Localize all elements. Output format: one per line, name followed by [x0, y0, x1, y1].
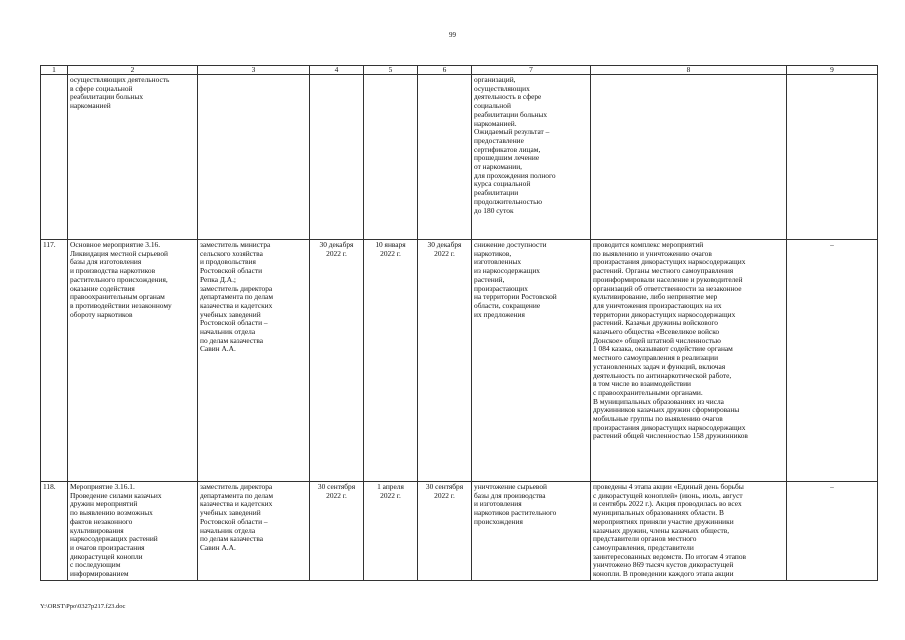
planned-date [310, 75, 364, 240]
table-row [41, 482, 878, 581]
event-name: осуществляющих деятельность в сфере социальной реабилитации больных наркоманией [68, 75, 198, 240]
row-number: 118. [41, 482, 68, 581]
header-cell: 8 [591, 66, 787, 75]
header-cell: 5 [364, 66, 418, 75]
header-cell: 2 [68, 66, 198, 75]
implementation-status: проведены 4 этапа акции «Единый день борьбы с дикорастущей коноплей» (июнь, июль, август и сентябрь 2022 г.). Акция проводилась во всех муниципальных образованиях области. В мероприятиях приняли участие дружинники казачьих дружин, члены казачьих обществ, представители органов местного самоуправления, представители заинтересованных ведомств. По итогам 4 этапов уничтожено 869 тысяч кустов дикорастущей конопли. В проведении каждого этапа акции [591, 482, 787, 581]
row-number: 117. [41, 240, 68, 482]
end-date: 30 декабря 2022 г. [418, 240, 472, 482]
notes: – [787, 482, 878, 581]
header-cell: 4 [310, 66, 364, 75]
responsible-person: заместитель директора департамента по делам казачества и кадетских учебных заведений Ростовской области – начальник отдела по делам казачества Савин А.А. [198, 482, 310, 581]
header-cell: 7 [472, 66, 591, 75]
expected-result: организаций, осуществляющих деятельность в сфере социальной реабилитации больных наркоманией. Ожидаемый результат – предоставление сертификатов лицам, прошедшим лечение от наркомании, для прохождения полного курса социальной реабилитации продолжительностью до 180 суток [472, 75, 591, 240]
end-date [418, 75, 472, 240]
implementation-status [591, 75, 787, 240]
header-cell: 3 [198, 66, 310, 75]
row-number [41, 75, 68, 240]
responsible-person: заместитель министра сельского хозяйства и продовольствия Ростовской области Репка Д.А.; заместитель директора департамента по делам казачества и кадетских учебных заведений Ростовской области – начальник отдела по делам казачества Савин А.А. [198, 240, 310, 482]
event-name: Мероприятие 3.16.1. Проведение силами казачьих дружин мероприятий по выявлению возможных фактов незаконного культивирования наркосодержащих растений и очагов произрастания дикорастущей конопли с последующим информированием [68, 482, 198, 581]
header-cell: 9 [787, 66, 878, 75]
table-row [41, 75, 878, 240]
report-table [40, 65, 878, 581]
header-cell: 1 [41, 66, 68, 75]
start-date [364, 75, 418, 240]
start-date: 1 апреля 2022 г. [364, 482, 418, 581]
end-date: 30 сентября 2022 г. [418, 482, 472, 581]
expected-result: уничтожение сырьевой базы для производства и изготовления наркотиков растительного происхождения [472, 482, 591, 581]
implementation-status: проводится комплекс мероприятий по выявлению и уничтожению очагов произрастания дикорастущих наркосодержащих растений. Органы местного самоуправления проинформировали население и руководителей организаций об ответственности за незаконное культивирование, либо непринятие мер для уничтожения произрастающих на их территории дикорастущих наркосодержащих растений. Казачьи дружины войскового казачьего общества «Всевеликое войско Донское» общей штатной численностью 1 084 казака, оказывают содействие органам местного самоуправления в реализации установленных задач и функций, включая деятельность по антинаркотической работе, в том числе во взаимодействии с правоохранительными органами. В муниципальных образованиях из числа дружинников казачьих дружин сформированы мобильные группы по выявлению очагов произрастания дикорастущих наркосодержащих растений общей численностью 158 дружинников [591, 240, 787, 482]
footer-file-path: Y:\ORST\Ppo\0327p217.f23.doc [40, 603, 126, 610]
header-cell: 6 [418, 66, 472, 75]
table-header-row [41, 66, 878, 75]
planned-date: 30 сентября 2022 г. [310, 482, 364, 581]
event-name: Основное мероприятие 3.16. Ликвидация местной сырьевой базы для изготовления и производства наркотиков растительного происхождения, оказание содействия правоохранительным органам в противодействии незаконному обороту наркотиков [68, 240, 198, 482]
responsible-person [198, 75, 310, 240]
page-number: 99 [449, 31, 456, 39]
notes [787, 75, 878, 240]
expected-result: снижение доступности наркотиков, изготовленных из наркосодержащих растений, произрастающих на территории Ростовской области, сокращение их предложения [472, 240, 591, 482]
planned-date: 30 декабря 2022 г. [310, 240, 364, 482]
notes: – [787, 240, 878, 482]
start-date: 10 января 2022 г. [364, 240, 418, 482]
table-row [41, 240, 878, 482]
